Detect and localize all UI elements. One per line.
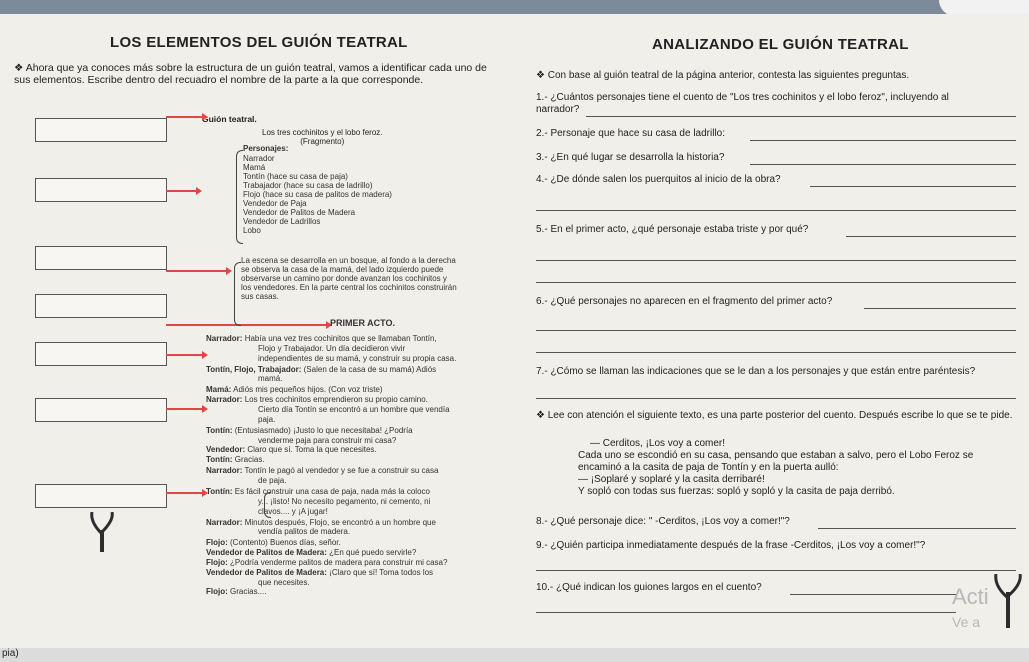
answer-line-10[interactable] — [790, 594, 956, 595]
dialog-line — [206, 538, 341, 547]
dialog-text: ¡Claro que sí! Toma todos los — [329, 567, 434, 577]
dialog-line — [258, 415, 275, 424]
question-6: 6.- ¿Qué personajes no aparecen en el fragmento del primer acto? — [536, 296, 833, 307]
dialog-text: Claro que sí. Toma la que necesites. — [247, 445, 377, 455]
text-intro: ❖ Lee con atención el siguiente texto, es una parte posterior del cuento. Después escribe lo que se te pide. — [536, 410, 1013, 421]
arrow-3 — [166, 270, 226, 272]
speaker-name: Flojo: — [206, 538, 228, 548]
dialog-text: de paja. — [258, 476, 287, 485]
plant-right-icon — [988, 574, 1028, 628]
answer-line-6[interactable] — [864, 308, 1016, 309]
watermark-go: Ve a — [952, 614, 981, 630]
arrow-1 — [166, 116, 202, 118]
characters-brace — [236, 150, 243, 244]
characters-label: Personajes: — [243, 144, 289, 153]
question-1: 1.- ¿Cuántos personajes tiene el cuento de "Los tres cochinitos y el lobo feroz", incluyendo al — [536, 92, 949, 103]
speaker-name: Tontín, Flojo, Trabajador: — [206, 364, 302, 374]
dialog-line — [206, 334, 437, 343]
plant-left-icon — [82, 512, 122, 552]
character-4: Flojo (hace su casa de palitos de madera) — [243, 190, 392, 199]
bottom-strip — [0, 648, 1029, 662]
dialog-line — [258, 507, 328, 516]
dialog-text: paja. — [258, 414, 276, 424]
dialog-text: (Contento) Buenos días, señor. — [230, 538, 341, 548]
speaker-name: Vendedor: — [206, 445, 246, 455]
footer-text: pia) — [2, 648, 19, 659]
left-intro: ❖ Ahora que ya conoces más sobre la estructura de un guión teatral, vamos a identificar cada uno de sus elementos. Escribe dentro del recuadro el nombre de la parte a la que corresponde. — [14, 62, 487, 86]
script-subtitle: (Fragmento) — [300, 137, 345, 146]
question-2: 2.- Personaje que hace su casa de ladrillo: — [536, 128, 726, 139]
dialog-text: ¿En qué puedo servirle? — [329, 548, 417, 558]
dialog-text: (Salen de la casa de su mamá) Adiós — [303, 364, 437, 374]
speaker-name: Narrador: — [206, 334, 243, 343]
question-4: 4.- ¿De dónde salen los puerquitos al inicio de la obra? — [536, 174, 781, 185]
dialog-text: Flojo y Trabajador. Un día decidieron vivir — [258, 343, 406, 353]
answer-box-4[interactable] — [35, 294, 167, 318]
dialog-line — [206, 518, 436, 527]
dialog-line — [258, 354, 456, 363]
character-3: Trabajador (hace su casa de ladrillo) — [243, 181, 373, 190]
dialog-line — [206, 466, 438, 475]
speaker-name: Tontín: — [206, 425, 233, 435]
story-line-1: Cada uno se escondió en su casa, pensando que estaban a salvo, pero el Lobo Feroz se — [578, 450, 974, 461]
answer-line-1[interactable] — [586, 116, 1016, 117]
worksheet — [0, 14, 1029, 648]
dialog-text: ¿Podría venderme palitos de madera para construir mi casa? — [230, 558, 448, 567]
character-7: Vendedor de Ladrillos — [243, 217, 321, 226]
arrow-5 — [166, 354, 202, 356]
dialog-line — [206, 558, 447, 567]
scene-line-2: observarse un camino por donde avanzan los cochinitos y — [241, 274, 447, 283]
dialog-text: Los tres cochinitos emprendieron su propio camino. — [244, 395, 428, 405]
answer-line-9[interactable] — [536, 570, 1016, 571]
dialog-text: Es fácil construir una casa de paja, nada más la coloco — [234, 487, 430, 496]
dialog-text: mamá. — [258, 374, 283, 384]
dialog-text: y... ¡listo! No necesito pegamento, ni cemento, ni — [258, 496, 431, 506]
story-line-3: — ¡Soplaré y soplaré y la casita derribaré! — [578, 474, 765, 485]
question-5: 5.- En el primer acto, ¿qué personaje estaba triste y por qué? — [536, 224, 809, 235]
scene-line-1: se observa la casa de la mamá, del lado izquierdo puede — [241, 265, 444, 274]
question-8: 8.- ¿Qué personaje dice: " -Cerditos, ¡Los voy a comer!"? — [536, 516, 790, 527]
dialog-line — [206, 395, 428, 404]
dialog-line — [206, 445, 377, 454]
dialog-text: Cierto día Tontín se encontró a un hombre que vendía — [258, 405, 450, 414]
character-0: Narrador — [243, 154, 275, 163]
dialog-text: Adiós mis pequeños hijos. (Con voz triste) — [233, 385, 383, 395]
question-1-cont: narrador? — [536, 104, 580, 115]
dialog-line — [206, 455, 265, 464]
speaker-name: Flojo: — [206, 558, 228, 567]
dialog-line — [258, 436, 396, 445]
arrow-6 — [166, 408, 202, 410]
watermark-activate: Acti — [952, 584, 989, 609]
dialog-line — [258, 578, 310, 587]
answer-line-3[interactable] — [750, 164, 1016, 165]
dialog-line — [258, 476, 286, 485]
speaker-name: Vendedor de Palitos de Madera: — [206, 567, 327, 577]
left-title: LOS ELEMENTOS DEL GUIÓN TEATRAL — [110, 34, 408, 51]
story-line-4: Y sopló con todas sus fuerzas: sopló y sopló y la casita de paja derribó. — [578, 486, 895, 497]
character-8: Lobo — [243, 226, 261, 235]
dialog-text: clavos.... y ¡A jugar! — [258, 506, 328, 516]
dialog-text: Tontín le pagó al vendedor y se fue a construir su casa — [244, 466, 439, 476]
act-title: PRIMER ACTO. — [330, 318, 396, 328]
answer-box-3[interactable] — [35, 246, 167, 270]
scene-brace — [234, 262, 241, 326]
dialog-text: Minutos después, Flojo, se encontró a un hombre que — [244, 517, 436, 527]
dialog-line — [206, 426, 413, 435]
character-6: Vendedor de Palitos de Madera — [243, 208, 356, 217]
speaker-name: Tontín: — [206, 487, 233, 496]
answer-line-4[interactable] — [810, 186, 1016, 187]
dialog-line — [206, 487, 430, 496]
answer-line-10b[interactable] — [536, 612, 956, 613]
speaker-name: Mamá: — [206, 385, 232, 395]
scene-line-0: La escena se desarrolla en un bosque, al fondo a la derecha — [241, 256, 456, 265]
answer-line-6b[interactable] — [536, 330, 1016, 331]
answer-box-5[interactable] — [35, 342, 167, 366]
story-line-2: encaminó a la casita de paja de Tontín y en la puerta aulló: — [578, 462, 839, 473]
dialog-text: independientes de su mamá, y construir su propia casa. — [258, 353, 457, 363]
dialog-line — [258, 344, 405, 353]
dialog-line — [206, 548, 416, 557]
speaker-name: Narrador: — [206, 517, 243, 527]
right-page — [520, 14, 1029, 648]
question-10: 10.- ¿Qué indican los guiones largos en el cuento? — [536, 582, 762, 593]
dialog-text: Había una vez tres cochinitos que se llamaban Tontín, — [244, 334, 437, 343]
arrow-2 — [166, 190, 196, 192]
right-intro: ❖ Con base al guión teatral de la página anterior, contesta las siguientes preguntas. — [536, 70, 910, 81]
answer-line-5b[interactable] — [536, 260, 1016, 261]
answer-line-5[interactable] — [846, 236, 1016, 237]
speaker-name: Narrador: — [206, 395, 243, 405]
character-2: Tontín (hace su casa de paja) — [243, 172, 348, 181]
speaker-name: Flojo: — [206, 587, 228, 597]
answer-line-7[interactable] — [536, 398, 1016, 399]
dialog-text: (Entusiasmado) ¡Justo lo que necesitaba! ¿Podría — [234, 425, 413, 435]
scene-line-3: los vendedores. En la parte central los cochinitos construirán — [241, 283, 457, 292]
answer-box-6[interactable] — [35, 398, 167, 422]
question-3: 3.- ¿En qué lugar se desarrolla la historia? — [536, 152, 725, 163]
answer-line-5c[interactable] — [536, 282, 1016, 283]
answer-line-8[interactable] — [818, 528, 1016, 529]
speaker-name: Vendedor de Palitos de Madera: — [206, 548, 327, 558]
dialog-line — [206, 587, 266, 596]
question-7: 7.- ¿Cómo se llaman las indicaciones que se le dan a los personajes y que están entre paréntesis? — [536, 366, 976, 377]
script-label: Guión teatral. — [202, 114, 257, 124]
answer-box-2[interactable] — [35, 178, 167, 202]
answer-line-4b[interactable] — [536, 210, 1016, 211]
dialog-line — [258, 497, 430, 506]
speaker-name: Tontín: — [206, 455, 233, 465]
arrow-4 — [166, 324, 326, 326]
script-title-text: Los tres cochinitos y el lobo feroz. — [262, 128, 383, 137]
question-9: 9.- ¿Quién participa inmediatamente después de la frase -Cerditos, ¡Los voy a comer!"? — [536, 540, 926, 551]
dialog-line — [206, 385, 383, 394]
answer-line-2[interactable] — [750, 140, 1016, 141]
left-page — [0, 14, 520, 648]
dialog-line — [258, 527, 350, 536]
character-5: Vendedor de Paja — [243, 199, 307, 208]
dialog-line — [258, 374, 282, 383]
speaker-name: Narrador: — [206, 466, 243, 476]
answer-line-6c[interactable] — [536, 352, 1016, 353]
arrow-7 — [166, 492, 202, 494]
story-line-0: — Cerditos, ¡Los voy a comer! — [590, 438, 726, 449]
scene-line-4: sus casas. — [241, 292, 279, 301]
dialog-line — [206, 365, 436, 374]
dialog-text: vendía palitos de madera. — [258, 527, 351, 537]
dialog-text: Gracias.... — [230, 587, 267, 597]
dialog-text: Gracias. — [234, 455, 265, 465]
dialog-line — [258, 405, 450, 414]
answer-box-7[interactable] — [35, 484, 167, 508]
character-1: Mamá — [243, 163, 266, 172]
right-title: ANALIZANDO EL GUIÓN TEATRAL — [652, 36, 909, 53]
dialog-line — [206, 568, 433, 577]
answer-box-1[interactable] — [35, 118, 167, 142]
dialog-text: que necesites. — [258, 577, 310, 587]
dialog-text: venderme paja para construir mi casa? — [258, 435, 397, 445]
